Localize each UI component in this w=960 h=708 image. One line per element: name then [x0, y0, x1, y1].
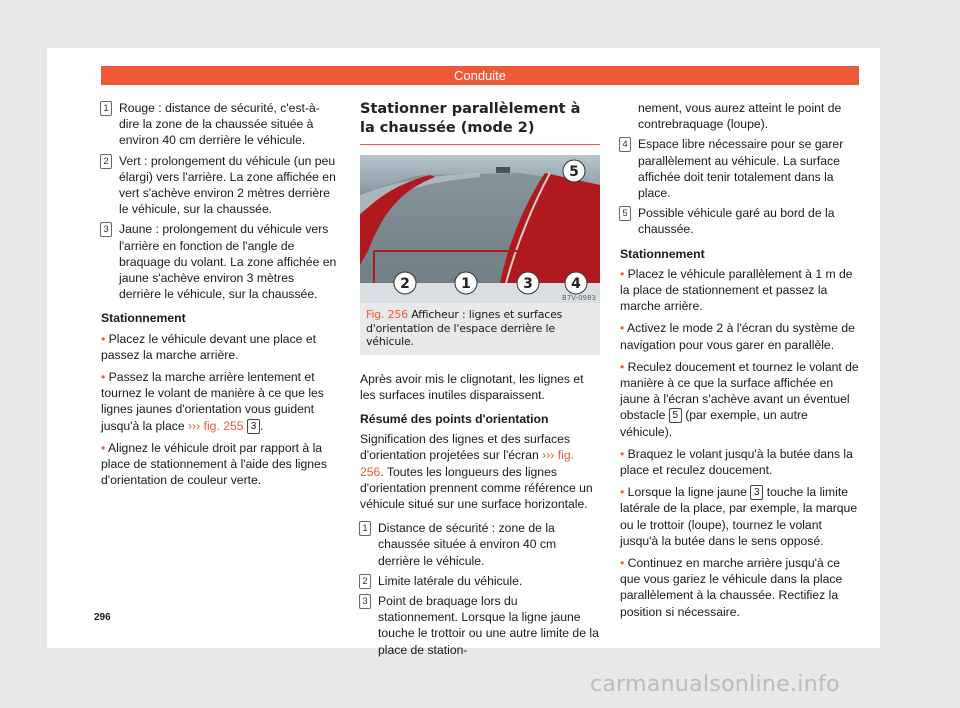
bullet-paragraph — [620, 446, 860, 478]
figure-illustration — [360, 155, 600, 303]
bullet-icon: • — [620, 556, 625, 571]
number-badge: 2 — [100, 154, 112, 169]
list-item — [620, 205, 860, 237]
bullet-paragraph: • Passez la marche arrière lentement et tournez le volant de manière à ce que les lignes jaunes d'orientation vous guident jusqu'à la place ››› fig. 255 3 . — [101, 370, 324, 433]
list-item-text: Limite latérale du véhicule. — [378, 573, 523, 588]
callout-label: 2 — [400, 276, 410, 292]
figure-caption-text: Afficheur : lignes et surfaces d'orientation de l'espace derrière le véhicule. — [366, 308, 563, 348]
bullet-icon: • — [620, 359, 625, 374]
bullet-icon: • — [620, 321, 625, 336]
list-item — [360, 573, 600, 589]
number-badge: 3 — [359, 594, 371, 609]
list-item — [101, 100, 339, 149]
bullet-text: Placez le véhicule parallèlement à 1 m de la place de stationnement et passez la marche arrière. — [620, 266, 853, 314]
number-badge: 5 — [619, 206, 631, 221]
number-badge: 1 — [100, 101, 112, 116]
list-item — [620, 136, 860, 201]
callout-label: 3 — [523, 276, 533, 292]
bullet-paragraph — [620, 484, 860, 549]
bullet-icon: • — [620, 485, 625, 500]
list-item-text: Distance de sécurité : zone de la chaussée située à environ 40 cm derrière le véhicule. — [378, 521, 557, 568]
figure-link[interactable]: ››› fig. 256 — [360, 448, 574, 479]
bullet-icon: • — [101, 440, 106, 455]
bullet-paragraph — [620, 320, 860, 352]
callout-3 — [517, 272, 539, 294]
column-middle — [360, 100, 600, 662]
list-item — [101, 221, 339, 302]
number-badge: 1 — [359, 521, 371, 536]
list-item-text: Rouge : distance de sécurité, c'est-à-dire la zone de la chaussée située à environ 40 cm derrière le véhicule. — [119, 101, 320, 148]
bullet-text: Lorsque la ligne jaune — [627, 485, 747, 500]
bullet-icon: • — [620, 266, 625, 281]
page-number: 296 — [94, 612, 111, 623]
bullet-paragraph — [101, 331, 339, 363]
list-item — [101, 153, 339, 218]
number-badge: 3 — [247, 419, 260, 434]
bullet-icon: • — [620, 446, 625, 461]
callout-2 — [394, 272, 416, 294]
section-title: Stationnement — [101, 311, 186, 326]
list-item — [360, 593, 600, 658]
column-left — [101, 100, 339, 494]
bullet-paragraph — [620, 555, 860, 620]
bullet-text-2: (par exemple, un autre véhicule). — [620, 408, 808, 439]
bullet-paragraph — [620, 359, 860, 440]
column-right — [620, 100, 860, 626]
bullet-text: Braquez le volant jusqu'à la butée dans la place et reculez doucement. — [620, 446, 853, 478]
list-item-text: Point de braquage lors du stationnement. Lorsque la ligne jaune touche le trottoir ou une autre limite de la place de station- — [378, 593, 599, 657]
list-item-continuation — [620, 100, 860, 132]
intro-paragraph: Après avoir mis le clignotant, les lignes et les surfaces inutiles disparaissent. — [360, 371, 584, 402]
section-title: Résumé des points d'orientation — [360, 411, 549, 426]
figure-code: B7V-0983 — [562, 294, 596, 302]
callout-4 — [565, 272, 587, 294]
list-item-text: Jaune : prolongement du véhicule vers l'arrière en fonction de l'angle de braquage du volant. La zone affichée en jaune s'achève environ 3 mètres derrière le véhicule, sur la chaussée. — [119, 222, 337, 302]
list-item-text: Possible véhicule garé au bord de la chaussée. — [638, 206, 835, 237]
parked-car — [496, 167, 510, 173]
figure-caption — [360, 303, 600, 355]
summary-paragraph: Signification des lignes et des surfaces d'orientation projetées sur l'écran ››› fig. 256. Toutes les longueurs des lignes d'orientation prennent comme référence un véhicule situé sur une surface horizontale. — [360, 432, 593, 511]
figure-link[interactable]: ››› fig. 255 — [188, 418, 244, 433]
section-title: Stationnement — [620, 246, 705, 261]
summary-text: Signification des lignes et des surfaces d'orientation projetées sur l'écran — [360, 432, 571, 463]
list-item-text: nement, vous aurez atteint le point de contrebraquage (loupe). — [638, 101, 842, 132]
bullet-text-2: touche la limite latérale de la place, par exemple, la marque ou le trottoir (loupe), tournez le volant jusqu'à la butée dans le sens opposé. — [620, 485, 858, 548]
list-item-text: Vert : prolongement du véhicule (un peu élargi) vers l'arrière. La zone affichée en vert s'achève environ 2 mètres derrière le véhicule, sur la chaussée. — [119, 153, 336, 217]
bullet-icon: • — [101, 331, 106, 346]
number-badge: 3 — [100, 222, 112, 237]
number-badge: 5 — [669, 408, 682, 423]
bullet-text: Activez le mode 2 à l'écran du système de navigation pour vous garer en parallèle. — [620, 321, 855, 352]
bullet-icon: • — [101, 370, 106, 385]
figure-rear-camera-display — [360, 155, 600, 303]
callout-label: 5 — [569, 164, 579, 180]
list-item-text: Espace libre nécessaire pour se garer parallèlement au véhicule. La surface affichée doit tenir totalement dans la place. — [638, 137, 844, 201]
bullet-text: Alignez le véhicule droit par rapport à la place de stationnement à l'aide des lignes d'orientation de couleur verte. — [101, 440, 327, 488]
bullet-paragraph — [620, 266, 860, 315]
figure-label: Fig. 256 — [366, 308, 408, 321]
bullet-text: Passez la marche arrière lentement et tournez le volant de manière à ce que les lignes jaunes d'orientation vous guident jusqu'à la place — [101, 370, 324, 433]
callout-1 — [455, 272, 477, 294]
callout-label: 1 — [461, 276, 471, 292]
bullet-text: Placez le véhicule devant une place et passez la marche arrière. — [101, 331, 316, 362]
bullet-text: Continuez en marche arrière jusqu'à ce que vous gariez le véhicule dans la place parallèlement à la chaussée. Rectifiez la position si nécessaire. — [620, 556, 843, 619]
chapter-header: Conduite — [101, 66, 859, 85]
number-badge: 3 — [750, 485, 763, 500]
summary-text-2: Toutes les longueurs des lignes d'orientation prennent comme référence un véhicule situé sur une surface horizontale. — [360, 464, 593, 511]
bullet-paragraph — [101, 440, 339, 489]
number-badge: 4 — [619, 137, 631, 152]
watermark: carmanualsonline.info — [590, 672, 840, 697]
callout-5 — [563, 160, 585, 182]
number-badge: 2 — [359, 574, 371, 589]
list-item — [360, 520, 600, 569]
callout-label: 4 — [571, 276, 581, 292]
bullet-text: Reculez doucement et tournez le volant de manière à ce que la surface affichée en jaune à l'écran s'achève avant un éventuel obstacle — [620, 359, 859, 423]
section-heading: Stationner parallèlement à la chaussée (mode 2) — [360, 100, 600, 145]
